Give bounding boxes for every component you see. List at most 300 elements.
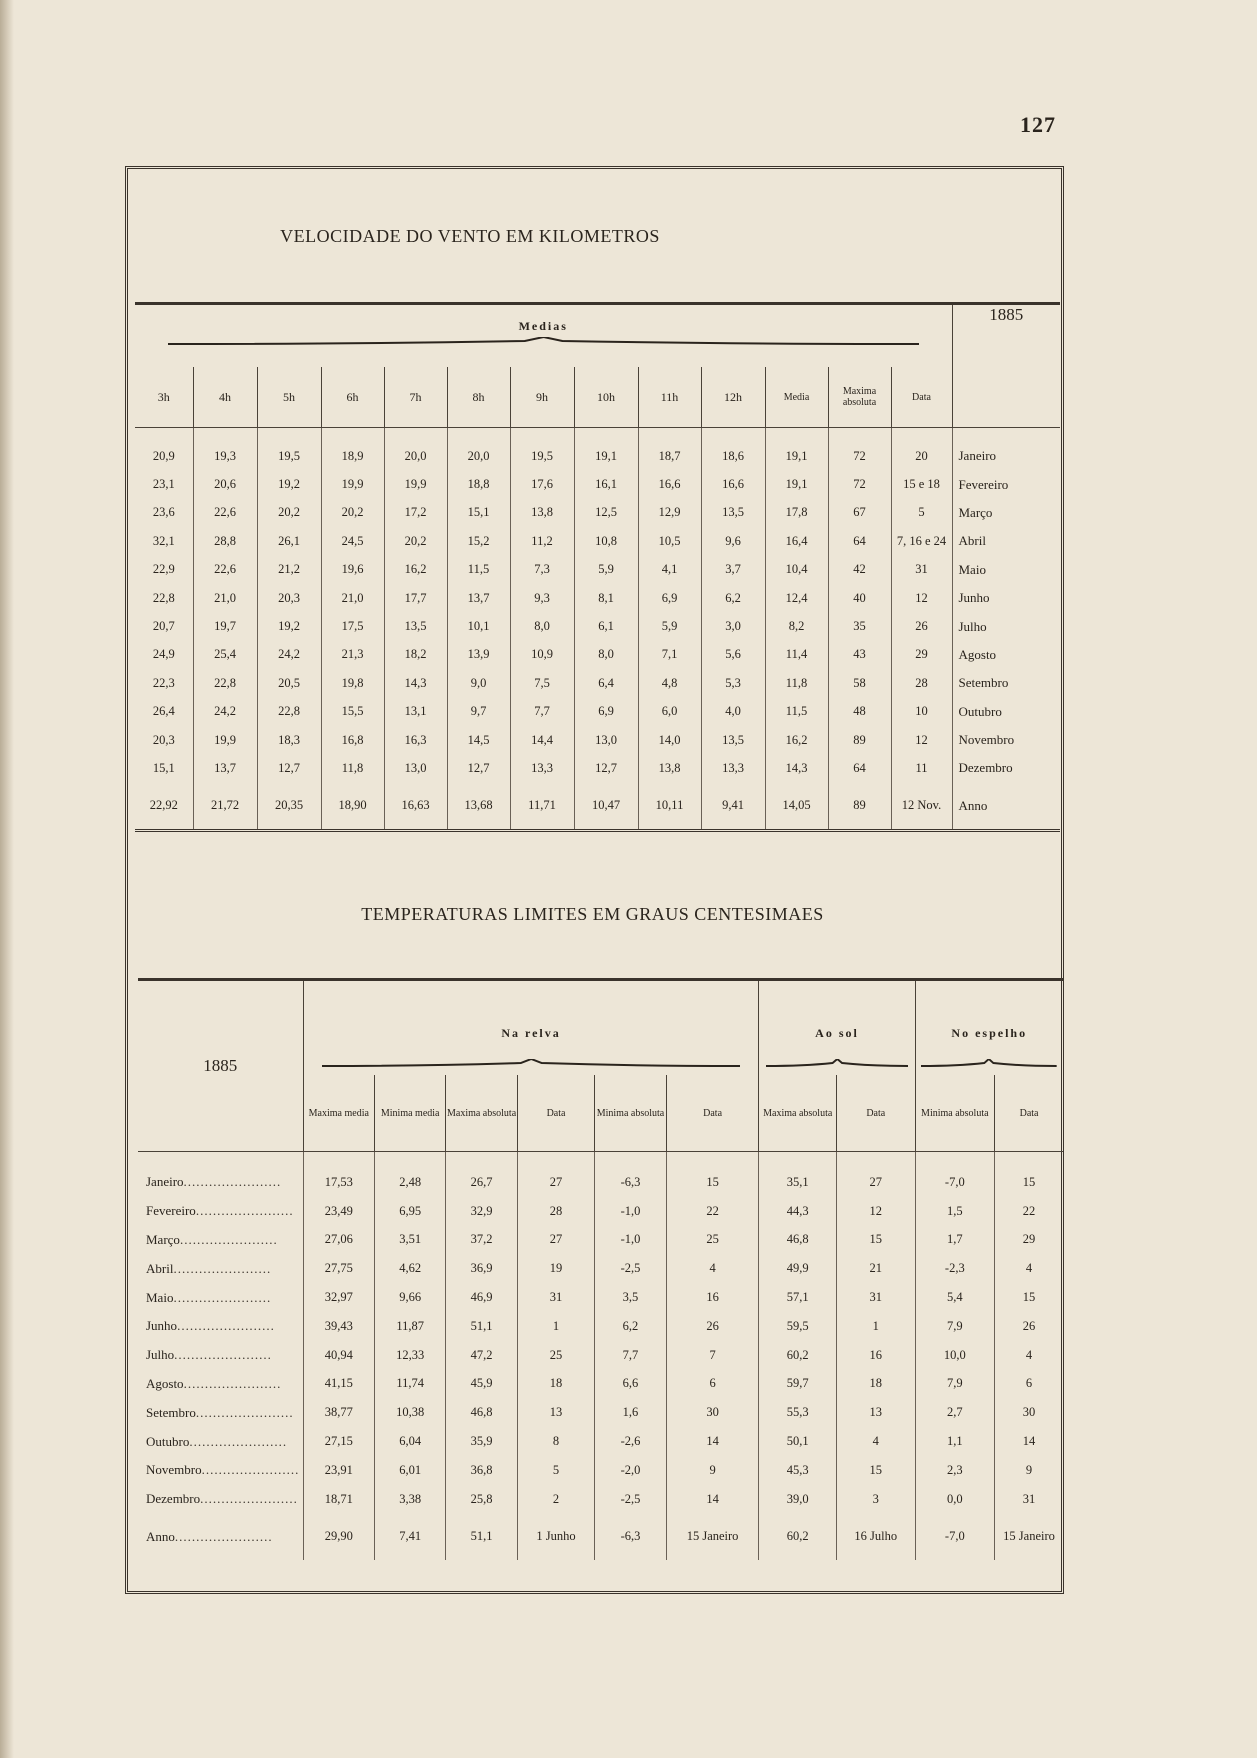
- wind-cell: 18,3: [257, 726, 321, 754]
- temp-cell: 15 Janeiro: [666, 1514, 759, 1560]
- wind-year-header: 1885: [952, 304, 1060, 428]
- wind-month-label: Janeiro: [952, 428, 1060, 471]
- wind-cell: 72: [828, 428, 891, 471]
- temp-cell: 13: [837, 1398, 916, 1427]
- wind-cell: 13,9: [447, 641, 510, 669]
- temp-cell: 40,94: [303, 1341, 374, 1370]
- wind-anno-cell: 20,35: [257, 783, 321, 831]
- wind-col-header: Data: [891, 367, 952, 428]
- temp-cell: 15: [837, 1226, 916, 1255]
- wind-cell: 4,8: [638, 669, 701, 697]
- wind-anno-cell: 11,71: [510, 783, 574, 831]
- temp-col-header: Minima absoluta: [915, 1075, 995, 1152]
- temp-cell: 16: [666, 1283, 759, 1312]
- ao-sol-brace: [759, 1047, 915, 1075]
- temp-month-text: Janeiro: [146, 1174, 184, 1190]
- wind-cell: 19,7: [193, 612, 257, 640]
- wind-cell: 5: [891, 499, 952, 527]
- wind-cell: 10,9: [510, 641, 574, 669]
- wind-cell: 20,2: [321, 499, 384, 527]
- wind-cell: 12: [891, 726, 952, 754]
- wind-cell: 14,0: [638, 726, 701, 754]
- book-spine: [0, 0, 14, 1758]
- wind-anno-cell: 10,47: [574, 783, 638, 831]
- wind-cell: 22,8: [135, 584, 193, 612]
- temp-cell: 2,3: [915, 1456, 995, 1485]
- temp-cell: 59,5: [759, 1312, 837, 1341]
- temp-cell: 5: [517, 1456, 595, 1485]
- brace-icon: [322, 1059, 740, 1067]
- temp-month-label: [138, 1341, 303, 1370]
- wind-cell: 25,4: [193, 641, 257, 669]
- temp-month-label: [138, 1197, 303, 1226]
- temp-cell: 6: [666, 1370, 759, 1399]
- temp-cell: 29,90: [303, 1514, 374, 1560]
- wind-cell: 18,8: [447, 470, 510, 498]
- temp-row: [138, 1226, 1063, 1255]
- wind-cell: 11,5: [447, 556, 510, 584]
- leader-dots: .......................: [174, 1347, 272, 1363]
- temp-cell: 15: [995, 1283, 1063, 1312]
- wind-row: [135, 698, 1060, 726]
- temp-cell: 1,6: [595, 1398, 666, 1427]
- wind-row: [135, 754, 1060, 782]
- wind-cell: 7,3: [510, 556, 574, 584]
- wind-cell: 10,4: [765, 556, 828, 584]
- leader-dots: .......................: [173, 1260, 272, 1276]
- wind-cell: 22,8: [257, 698, 321, 726]
- wind-cell: 15,5: [321, 698, 384, 726]
- wind-cell: 7,7: [510, 698, 574, 726]
- wind-cell: 29: [891, 641, 952, 669]
- wind-cell: 17,5: [321, 612, 384, 640]
- wind-col-header: 8h: [447, 367, 510, 428]
- wind-cell: 19,1: [765, 470, 828, 498]
- wind-row: [135, 584, 1060, 612]
- leader-dots: .......................: [189, 1433, 288, 1449]
- temp-cell: 4: [666, 1254, 759, 1283]
- wind-cell: 13,5: [384, 612, 447, 640]
- temp-cell: 21: [837, 1254, 916, 1283]
- wind-cell: 26,1: [257, 527, 321, 555]
- temp-cell: 35,9: [446, 1427, 517, 1456]
- medias-group-header: [135, 304, 952, 368]
- temp-cell: 23,91: [303, 1456, 374, 1485]
- wind-month-label: Fevereiro: [952, 470, 1060, 498]
- wind-cell: 21,2: [257, 556, 321, 584]
- wind-cell: 19,9: [193, 726, 257, 754]
- temp-cell: 30: [995, 1398, 1063, 1427]
- temp-cell: 3: [837, 1485, 916, 1514]
- temp-cell: 6,01: [374, 1456, 445, 1485]
- wind-cell: 14,4: [510, 726, 574, 754]
- wind-cell: 22,9: [135, 556, 193, 584]
- wind-cell: 20,9: [135, 428, 193, 471]
- temp-cell: 9,66: [374, 1283, 445, 1312]
- temp-col-header: Maxima absoluta: [446, 1075, 517, 1152]
- wind-cell: 16,4: [765, 527, 828, 555]
- wind-row: [135, 499, 1060, 527]
- wind-cell: 6,0: [638, 698, 701, 726]
- wind-col-header: 9h: [510, 367, 574, 428]
- wind-anno-cell: 12 Nov.: [891, 783, 952, 831]
- temp-month-text: Abril: [146, 1260, 174, 1276]
- wind-cell: 9,0: [447, 669, 510, 697]
- leader-dots: .......................: [195, 1404, 294, 1420]
- temp-row: [138, 1283, 1063, 1312]
- temp-cell: -2,3: [915, 1254, 995, 1283]
- wind-col-header: 6h: [321, 367, 384, 428]
- wind-cell: 19,2: [257, 470, 321, 498]
- temp-cell: 1: [517, 1312, 595, 1341]
- wind-cell: 4,1: [638, 556, 701, 584]
- temp-col-header: Minima media: [374, 1075, 445, 1152]
- temp-cell: 16 Julho: [837, 1514, 916, 1560]
- wind-cell: 42: [828, 556, 891, 584]
- wind-cell: 58: [828, 669, 891, 697]
- wind-cell: 10,8: [574, 527, 638, 555]
- wind-anno-row: [135, 783, 1060, 831]
- temp-cell: -2,0: [595, 1456, 666, 1485]
- temp-cell: -6,3: [595, 1152, 666, 1197]
- wind-month-label: Agosto: [952, 641, 1060, 669]
- wind-cell: 15,1: [447, 499, 510, 527]
- wind-cell: 12,7: [447, 754, 510, 782]
- wind-cell: 16,6: [638, 470, 701, 498]
- no-espelho-group-header: No espelho: [915, 980, 1063, 1048]
- wind-cell: 13,7: [447, 584, 510, 612]
- wind-cell: 8,1: [574, 584, 638, 612]
- temp-month-text: Anno: [146, 1528, 175, 1544]
- wind-cell: 13,8: [638, 754, 701, 782]
- wind-row: [135, 612, 1060, 640]
- wind-cell: 16,1: [574, 470, 638, 498]
- temp-anno-row: [138, 1514, 1063, 1560]
- temp-col-header: Maxima absoluta: [759, 1075, 837, 1152]
- wind-cell: 20,2: [384, 527, 447, 555]
- temp-month-label: [138, 1283, 303, 1312]
- temp-cell: 22: [995, 1197, 1063, 1226]
- wind-cell: 19,2: [257, 612, 321, 640]
- wind-cell: 23,1: [135, 470, 193, 498]
- temp-month-label: [138, 1456, 303, 1485]
- temp-cell: 3,5: [595, 1283, 666, 1312]
- temp-month-label: [138, 1312, 303, 1341]
- page-number: 127: [1020, 112, 1056, 137]
- wind-cell: 9,3: [510, 584, 574, 612]
- wind-cell: 19,8: [321, 669, 384, 697]
- temp-cell: -7,0: [915, 1152, 995, 1197]
- temp-month-label: [138, 1226, 303, 1255]
- temp-row: [138, 1254, 1063, 1283]
- wind-row: [135, 527, 1060, 555]
- wind-month-label: Maio: [952, 556, 1060, 584]
- temp-cell: 2: [517, 1485, 595, 1514]
- wind-cell: 13,3: [701, 754, 765, 782]
- temp-cell: 8: [517, 1427, 595, 1456]
- temp-month-label: [138, 1398, 303, 1427]
- wind-anno-cell: 9,41: [701, 783, 765, 831]
- wind-cell: 24,2: [193, 698, 257, 726]
- temp-cell: 6,04: [374, 1427, 445, 1456]
- wind-cell: 17,8: [765, 499, 828, 527]
- wind-cell: 3,0: [701, 612, 765, 640]
- wind-cell: 20,0: [384, 428, 447, 471]
- temp-cell: 1,1: [915, 1427, 995, 1456]
- wind-cell: 12,4: [765, 584, 828, 612]
- wind-cell: 20,2: [257, 499, 321, 527]
- temp-cell: 39,43: [303, 1312, 374, 1341]
- wind-cell: 28: [891, 669, 952, 697]
- wind-cell: 17,7: [384, 584, 447, 612]
- wind-cell: 16,2: [384, 556, 447, 584]
- wind-cell: 11,8: [321, 754, 384, 782]
- wind-cell: 8,2: [765, 612, 828, 640]
- temp-cell: 1,5: [915, 1197, 995, 1226]
- temp-cell: 50,1: [759, 1427, 837, 1456]
- temp-cell: 27,06: [303, 1226, 374, 1255]
- wind-col-header: 10h: [574, 367, 638, 428]
- temp-month-text: Setembro: [146, 1404, 196, 1420]
- temp-cell: 2,48: [374, 1152, 445, 1197]
- temp-cell: 29: [995, 1226, 1063, 1255]
- wind-cell: 19,5: [510, 428, 574, 471]
- temp-month-text: Dezembro: [146, 1491, 201, 1507]
- temp-cell: 45,9: [446, 1370, 517, 1399]
- temp-cell: 18: [517, 1370, 595, 1399]
- wind-cell: 12: [891, 584, 952, 612]
- wind-row: [135, 556, 1060, 584]
- temp-cell: 36,9: [446, 1254, 517, 1283]
- no-espelho-brace: [915, 1047, 1063, 1075]
- temp-col-header: Data: [517, 1075, 595, 1152]
- temp-cell: -1,0: [595, 1226, 666, 1255]
- wind-cell: 19,6: [321, 556, 384, 584]
- wind-col-header: 4h: [193, 367, 257, 428]
- temp-cell: 35,1: [759, 1152, 837, 1197]
- temp-cell: 13: [517, 1398, 595, 1427]
- temp-cell: 36,8: [446, 1456, 517, 1485]
- wind-anno-cell: 21,72: [193, 783, 257, 831]
- wind-col-header: 5h: [257, 367, 321, 428]
- temp-cell: 17,53: [303, 1152, 374, 1197]
- wind-cell: 4,0: [701, 698, 765, 726]
- wind-cell: 19,3: [193, 428, 257, 471]
- wind-cell: 19,1: [574, 428, 638, 471]
- wind-row: [135, 726, 1060, 754]
- wind-cell: 12,7: [257, 754, 321, 782]
- temp-month-text: Julho: [146, 1347, 175, 1363]
- temp-cell: 3,38: [374, 1485, 445, 1514]
- temp-month-text: Agosto: [146, 1375, 184, 1391]
- wind-cell: 9,6: [701, 527, 765, 555]
- temp-cell: 12: [837, 1197, 916, 1226]
- temp-cell: 9: [995, 1456, 1063, 1485]
- wind-cell: 11,8: [765, 669, 828, 697]
- temp-month-text: Outubro: [146, 1433, 190, 1449]
- wind-col-header: Maxima absoluta: [828, 367, 891, 428]
- na-relva-brace: [303, 1047, 759, 1075]
- wind-cell: 7, 16 e 24: [891, 527, 952, 555]
- temp-cell: 11,74: [374, 1370, 445, 1399]
- wind-col-header: Media: [765, 367, 828, 428]
- wind-row: [135, 428, 1060, 471]
- leader-dots: .......................: [173, 1289, 272, 1305]
- temp-month-label: [138, 1514, 303, 1560]
- temp-cell: 4: [995, 1341, 1063, 1370]
- temp-col-header: Data: [837, 1075, 916, 1152]
- temp-cell: -2,5: [595, 1254, 666, 1283]
- wind-cell: 26,4: [135, 698, 193, 726]
- temp-month-label: [138, 1485, 303, 1514]
- wind-cell: 13,5: [701, 726, 765, 754]
- temp-cell: -1,0: [595, 1197, 666, 1226]
- wind-month-label: Março: [952, 499, 1060, 527]
- wind-cell: 13,1: [384, 698, 447, 726]
- temp-month-label: [138, 1370, 303, 1399]
- wind-cell: 31: [891, 556, 952, 584]
- temp-cell: 38,77: [303, 1398, 374, 1427]
- temp-cell: 15: [837, 1456, 916, 1485]
- temp-cell: 14: [666, 1485, 759, 1514]
- wind-cell: 7,5: [510, 669, 574, 697]
- wind-cell: 14,3: [384, 669, 447, 697]
- leader-dots: .......................: [174, 1528, 273, 1544]
- wind-cell: 21,3: [321, 641, 384, 669]
- temp-cell: 27: [517, 1226, 595, 1255]
- leader-dots: .......................: [201, 1462, 300, 1478]
- temp-cell: 0,0: [915, 1485, 995, 1514]
- temp-cell: 57,1: [759, 1283, 837, 1312]
- wind-cell: 23,6: [135, 499, 193, 527]
- wind-cell: 21,0: [193, 584, 257, 612]
- leader-dots: .......................: [200, 1491, 298, 1507]
- wind-cell: 22,8: [193, 669, 257, 697]
- wind-cell: 26: [891, 612, 952, 640]
- temp-cell: 47,2: [446, 1341, 517, 1370]
- wind-cell: 11,5: [765, 698, 828, 726]
- temp-cell: 44,3: [759, 1197, 837, 1226]
- wind-cell: 20,7: [135, 612, 193, 640]
- temp-row: [138, 1341, 1063, 1370]
- wind-row: [135, 669, 1060, 697]
- wind-col-header: 12h: [701, 367, 765, 428]
- temp-cell: 25: [666, 1226, 759, 1255]
- temp-cell: 27,75: [303, 1254, 374, 1283]
- temp-cell: 6,2: [595, 1312, 666, 1341]
- wind-cell: 20: [891, 428, 952, 471]
- temp-row: [138, 1485, 1063, 1514]
- wind-cell: 15,2: [447, 527, 510, 555]
- wind-month-label: Setembro: [952, 669, 1060, 697]
- temp-cell: 7,9: [915, 1312, 995, 1341]
- temp-month-text: Novembro: [146, 1462, 202, 1478]
- temp-cell: 15: [666, 1152, 759, 1197]
- wind-row: [135, 470, 1060, 498]
- wind-anno-cell: 16,63: [384, 783, 447, 831]
- wind-cell: 10,5: [638, 527, 701, 555]
- wind-month-label: Abril: [952, 527, 1060, 555]
- wind-cell: 6,9: [574, 698, 638, 726]
- temp-col-header: Data: [666, 1075, 759, 1152]
- wind-table: [135, 302, 1060, 832]
- wind-cell: 20,5: [257, 669, 321, 697]
- wind-cell: 24,2: [257, 641, 321, 669]
- wind-cell: 9,7: [447, 698, 510, 726]
- wind-cell: 11,4: [765, 641, 828, 669]
- temp-cell: 30: [666, 1398, 759, 1427]
- wind-cell: 13,7: [193, 754, 257, 782]
- temp-row: [138, 1152, 1063, 1197]
- temp-cell: 16: [837, 1341, 916, 1370]
- temp-cell: 5,4: [915, 1283, 995, 1312]
- wind-cell: 43: [828, 641, 891, 669]
- temp-cell: 31: [837, 1283, 916, 1312]
- wind-cell: 20,6: [193, 470, 257, 498]
- wind-cell: 15 e 18: [891, 470, 952, 498]
- wind-cell: 5,3: [701, 669, 765, 697]
- wind-month-label: Julho: [952, 612, 1060, 640]
- wind-cell: 22,6: [193, 556, 257, 584]
- temp-cell: -6,3: [595, 1514, 666, 1560]
- temp-cell: 22: [666, 1197, 759, 1226]
- temp-cell: 1 Junho: [517, 1514, 595, 1560]
- wind-cell: 13,5: [701, 499, 765, 527]
- leader-dots: .......................: [195, 1203, 294, 1219]
- wind-anno-cell: 18,90: [321, 783, 384, 831]
- wind-cell: 14,3: [765, 754, 828, 782]
- wind-cell: 6,4: [574, 669, 638, 697]
- temp-cell: 45,3: [759, 1456, 837, 1485]
- temp-row: [138, 1398, 1063, 1427]
- wind-cell: 20,3: [257, 584, 321, 612]
- wind-anno-cell: 89: [828, 783, 891, 831]
- wind-month-label: Outubro: [952, 698, 1060, 726]
- temp-cell: 27: [517, 1152, 595, 1197]
- wind-cell: 11,2: [510, 527, 574, 555]
- wind-anno-cell: 22,92: [135, 783, 193, 831]
- temp-cell: 6: [995, 1370, 1063, 1399]
- temp-cell: 18: [837, 1370, 916, 1399]
- wind-cell: 18,2: [384, 641, 447, 669]
- wind-cell: 32,1: [135, 527, 193, 555]
- wind-col-header: 11h: [638, 367, 701, 428]
- wind-cell: 13,8: [510, 499, 574, 527]
- wind-cell: 21,0: [321, 584, 384, 612]
- temp-cell: 3,51: [374, 1226, 445, 1255]
- temp-cell: 6,95: [374, 1197, 445, 1226]
- temp-cell: 32,9: [446, 1197, 517, 1226]
- wind-cell: 89: [828, 726, 891, 754]
- temp-cell: 19: [517, 1254, 595, 1283]
- wind-cell: 19,9: [321, 470, 384, 498]
- wind-cell: 5,6: [701, 641, 765, 669]
- temp-cell: 25,8: [446, 1485, 517, 1514]
- temp-month-text: Junho: [146, 1318, 178, 1334]
- wind-cell: 10: [891, 698, 952, 726]
- temp-row: [138, 1427, 1063, 1456]
- brace-icon: [921, 1059, 1057, 1067]
- wind-cell: 6,9: [638, 584, 701, 612]
- temp-cell: 46,8: [446, 1398, 517, 1427]
- temp-row: [138, 1370, 1063, 1399]
- temp-cell: 39,0: [759, 1485, 837, 1514]
- temp-cell: 10,38: [374, 1398, 445, 1427]
- temp-cell: 59,7: [759, 1370, 837, 1399]
- wind-cell: 64: [828, 754, 891, 782]
- wind-cell: 67: [828, 499, 891, 527]
- wind-cell: 6,2: [701, 584, 765, 612]
